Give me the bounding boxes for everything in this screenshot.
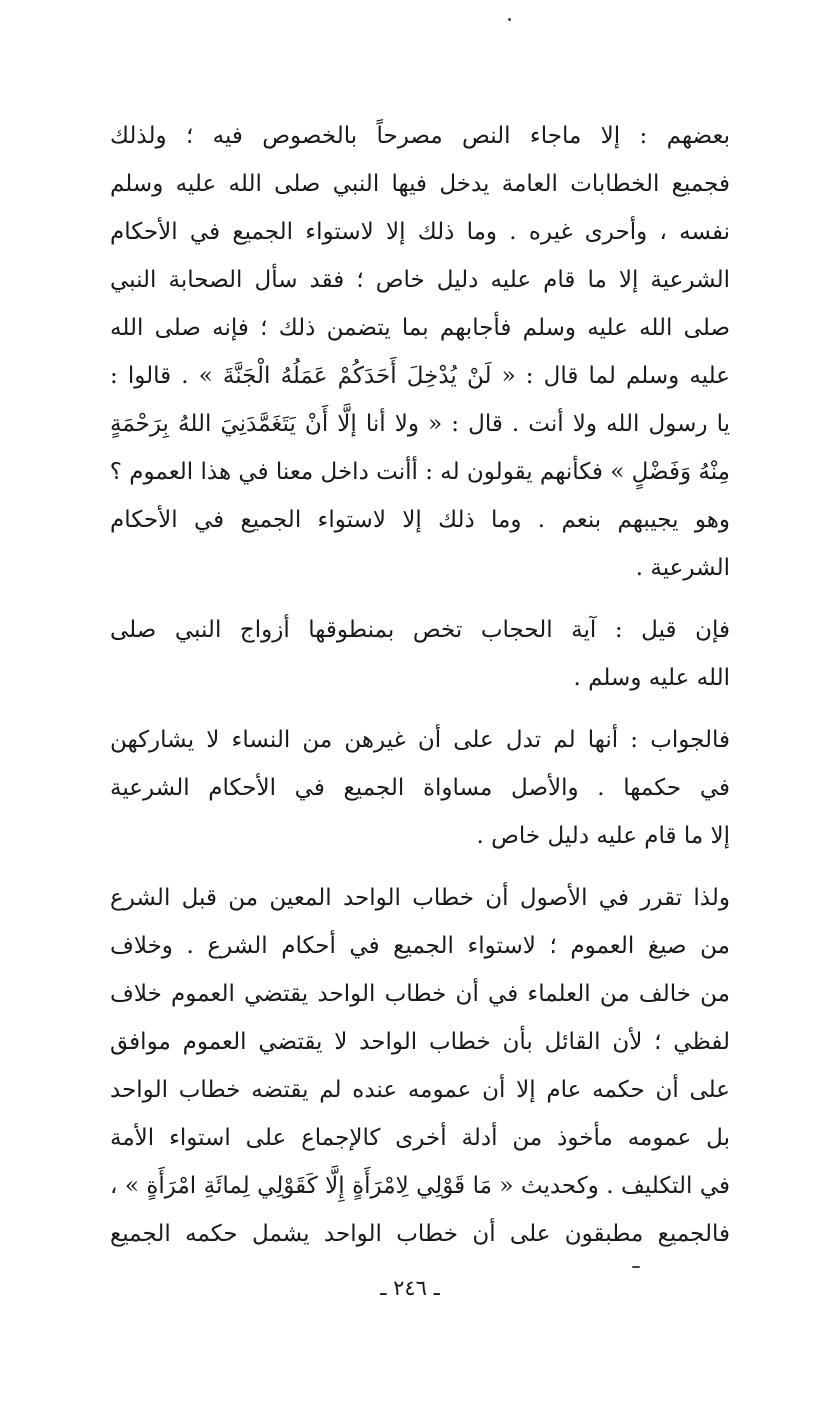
document-page: [110, 112, 730, 1292]
text-line: الشرعية .: [635, 555, 730, 581]
text-line: فجميع الخطابات العامة يدخل فيها النبي صلى الله عليه وسلم: [110, 171, 730, 197]
paragraph-gap: [110, 702, 730, 716]
text-line: عليه وسلم لما قال : « لَنْ يُدْخِلَ أَحَدَكُمْ عَمَلُهُ الْجَنَّةَ » . قالوا :: [110, 363, 730, 389]
text-line: مِنْهُ وَفَضْلٍ » فكأنهم يقولون له : أأنت داخل معنا في هذا العموم ؟: [110, 459, 730, 485]
text-line: الشرعية إلا ما قام عليه دليل خاص ؛ فقد سأل الصحابة النبي: [110, 267, 730, 293]
text-line: الله عليه وسلم .: [573, 665, 730, 691]
text-line: فإن قيل : آية الحجاب تخص بمنطوقها أزواج النبي صلى: [110, 617, 730, 643]
paragraph-3: [110, 716, 730, 860]
scan-speck: [508, 18, 511, 21]
paragraph-gap: [110, 860, 730, 874]
text-line: على أن حكمه عام إلا أن عمومه عنده لم يقتضه خطاب الواحد: [110, 1077, 730, 1103]
text-line: فالجواب : أنها لم تدل على أن غيرهن من النساء لا يشاركهن: [110, 727, 730, 753]
paragraph-gap: [110, 592, 730, 606]
text-line: يا رسول الله ولا أنت . قال : « ولا أنا إلَّا أَنْ يَتَغَمَّدَنِيَ اللهُ بِرَحْمَةٍ: [110, 411, 730, 437]
page-number: ـ ٢٤٦ ـ: [380, 1276, 440, 1300]
paragraph-2: [110, 606, 730, 702]
scan-speck: [632, 1266, 640, 1268]
text-line: ولذا تقرر في الأصول أن خطاب الواحد المعين من قبل الشرع: [110, 885, 730, 911]
text-line: في التكليف . وكحديث « مَا قَوْلِي لِامْرَأَةٍ إِلَّا كَقَوْلِي لِمائَةِ امْرَأَةٍ » ،: [110, 1173, 730, 1199]
text-line: من صيغ العموم ؛ لاستواء الجميع في أحكام الشرع . وخلاف: [110, 933, 730, 959]
paragraph-4: [110, 874, 730, 1258]
text-line: فالجميع مطبقون على أن خطاب الواحد يشمل حكمه الجميع: [110, 1221, 730, 1247]
text-line: لفظي ؛ لأن القائل بأن خطاب الواحد لا يقتضي العموم موافق: [110, 1029, 730, 1055]
text-line: من خالف من العلماء في أن خطاب الواحد يقتضي العموم خلاف: [110, 981, 730, 1007]
text-line: إلا ما قام عليه دليل خاص .: [476, 823, 730, 849]
text-line: نفسه ، وأحرى غيره . وما ذلك إلا لاستواء الجميع في الأحكام: [110, 219, 730, 245]
text-line: في حكمها . والأصل مساواة الجميع في الأحكام الشرعية: [110, 775, 730, 801]
text-line: بعضهم : إلا ماجاء النص مصرحاً بالخصوص فيه ؛ ولذلك: [110, 123, 730, 149]
text-line: وهو يجيبهم بنعم . وما ذلك إلا لاستواء الجميع في الأحكام: [110, 507, 730, 533]
paragraph-1: [110, 112, 730, 592]
text-line: صلى الله عليه وسلم فأجابهم بما يتضمن ذلك ؛ فإنه صلى الله: [110, 315, 730, 341]
text-line: بل عمومه مأخوذ من أدلة أخرى كالإجماع على استواء الأمة: [110, 1125, 730, 1151]
